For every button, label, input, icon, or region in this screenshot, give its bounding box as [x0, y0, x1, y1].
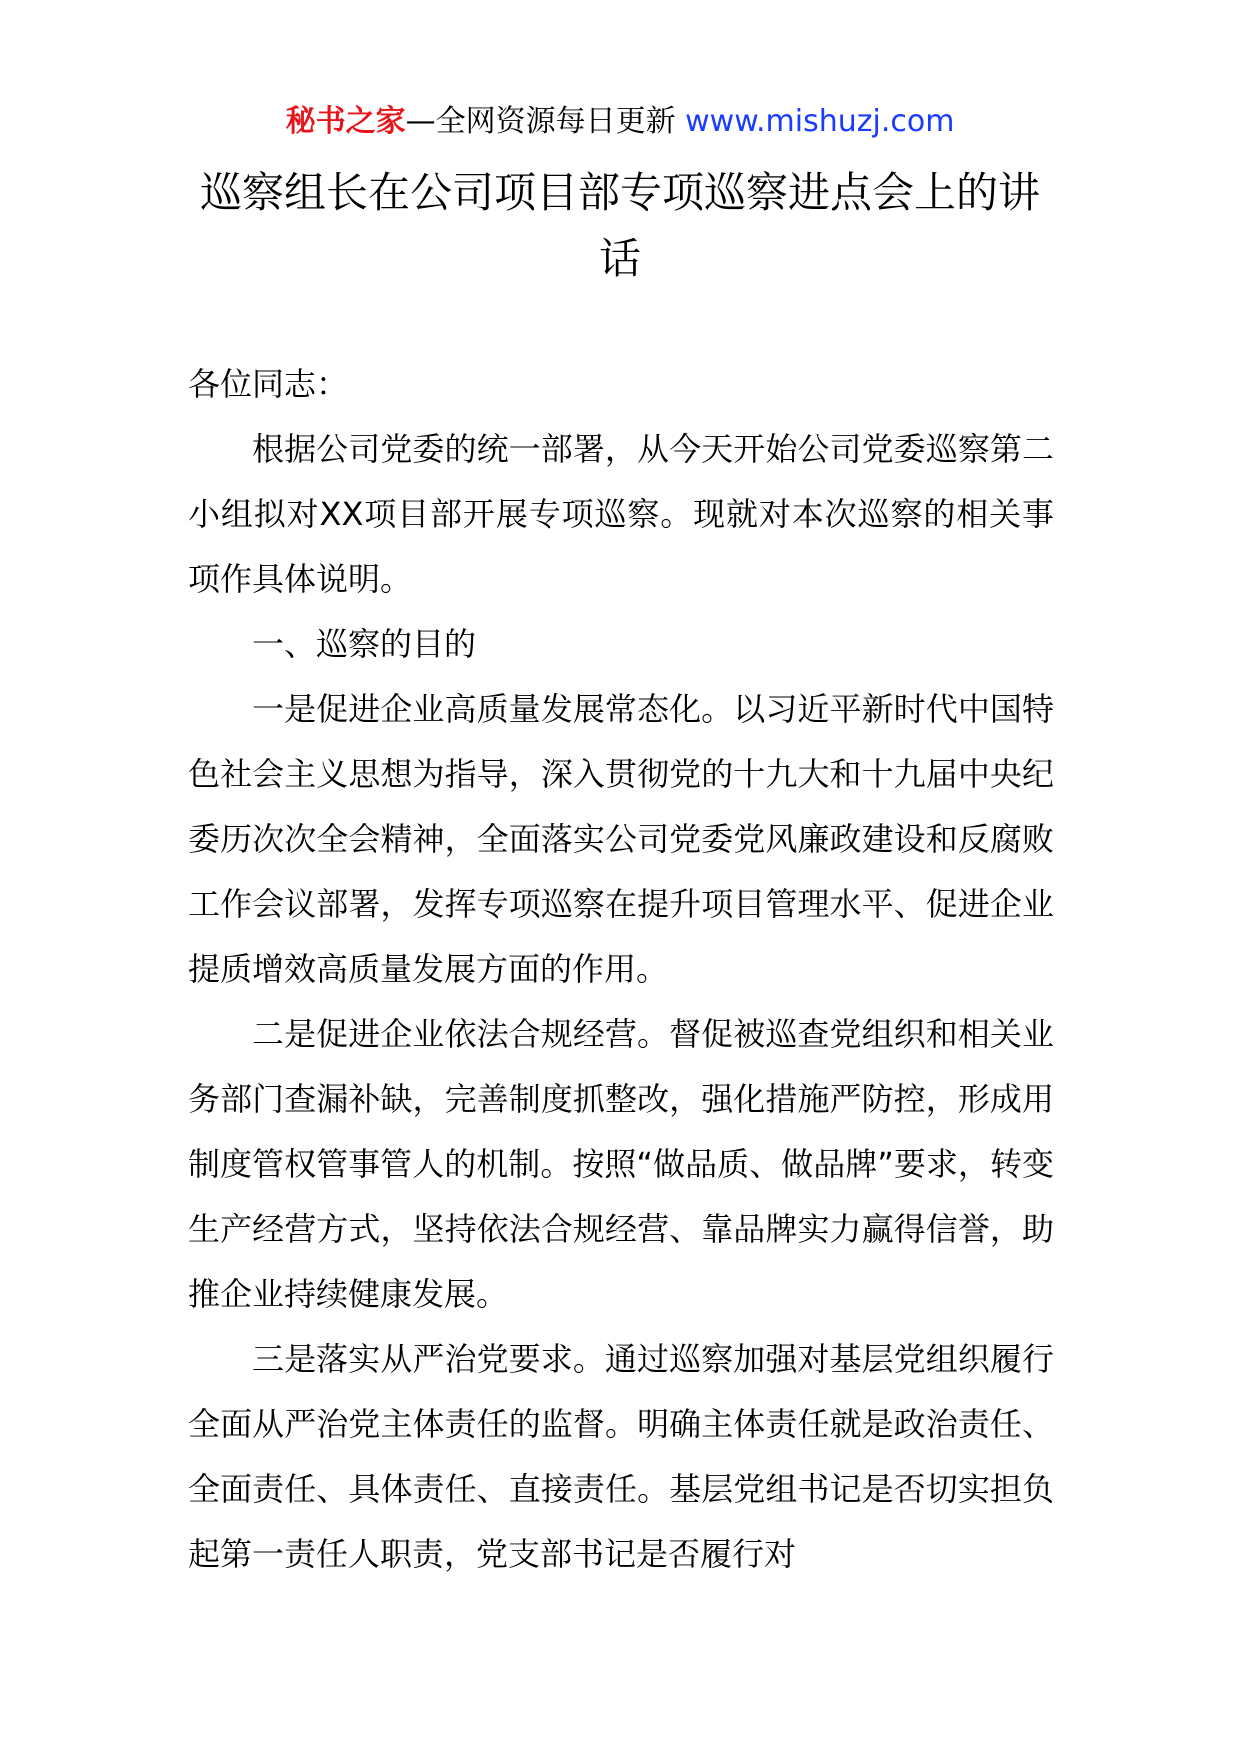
site-header: [0, 100, 1240, 144]
section-heading: 一、巡察的目的: [252, 625, 477, 663]
site-url-link[interactable]: www.mishuzj.com: [685, 104, 955, 139]
paragraph-point-1: 一是促进企业高质量发展常态化。以习近平新时代中国特色社会主义思想为指导，深入贯彻党的十九大和十九届中央纪委历次次全会精神，全面落实公司党委党风廉政建设和反腐败工作会议部署，发挥专项巡察在提升项目管理水平、促进企业提质增效高质量发展方面的作用。: [188, 690, 1054, 988]
brand-name: 秘书之家: [285, 104, 406, 139]
paragraph-intro: 根据公司党委的统一部署，从今天开始公司党委巡察第二小组拟对XX项目部开展专项巡察。现就对本次巡察的相关事项作具体说明。: [188, 430, 1054, 598]
document-body: [188, 352, 1054, 1587]
paragraph-point-2: 二是促进企业依法合规经营。督促被巡查党组织和相关业务部门查漏补缺，完善制度抓整改，强化措施严防控，形成用制度管权管事管人的机制。按照“做品质、做品牌”要求，转变生产经营方式，坚持依法合规经营、靠品牌实力赢得信誉，助推企业持续健康发展。: [188, 1015, 1054, 1313]
header-tagline: —全网资源每日更新: [405, 104, 686, 139]
salutation: 各位同志：: [188, 365, 349, 403]
paragraph-point-3: 三是落实从严治党要求。通过巡察加强对基层党组织履行全面从严治党主体责任的监督。明确主体责任就是政治责任、全面责任、具体责任、直接责任。基层党组书记是否切实担负起第一责任人职责，党支部书记是否履行对: [188, 1340, 1054, 1573]
document-title: 巡察组长在公司项目部专项巡察进点会上的讲话: [199, 168, 1040, 283]
